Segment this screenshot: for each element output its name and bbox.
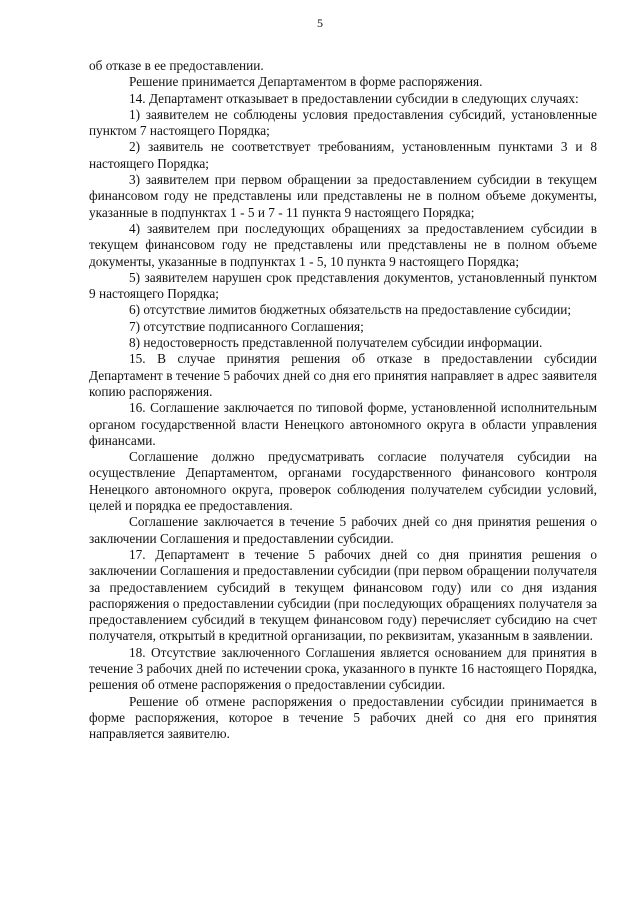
list-item-14-6: 6) отсутствие лимитов бюджетных обязательств на предоставление субсидии; bbox=[129, 302, 572, 318]
list-item-14-4: 4) заявителем при последующих обращениях за предоставлением субсидии в текущем финансовом году не представлены или представлены не в полном объеме документы, указанные в подпунктах 1 - 5, 10 пункта 9 настоящего Порядка; bbox=[89, 220, 597, 269]
list-item-14-3: 3) заявителем при первом обращении за предоставлением субсидии в текущем финансовом году не представлены или представлены не в полном объеме документы, указанные в подпунктах 1 - 5 и 7 - 11 пункта 9 настоящего Порядка; bbox=[89, 172, 597, 220]
document-body bbox=[89, 58, 597, 742]
page-number: 5 bbox=[317, 16, 323, 30]
list-item-14-5: 5) заявителем нарушен срок представления документов, установленный пунктом 9 настоящего Порядка; bbox=[89, 269, 597, 302]
paragraph-14-refusal-cases: 14. Департамент отказывает в предоставлении субсидии в следующих случаях: bbox=[129, 90, 579, 106]
paragraph-17: 17. Департамент в течение 5 рабочих дней со дня принятия решения о заключении Соглашения и предоставлении субсидии (при первом обращении получателя за предоставлением субсидий в текущем финансовом году) или со дня издания распоряжения о предоставлении субсидии (при последующих обращениях получателя за предоставлением субсидий в текущем финансовом году) перечисляет субсидию на счет получателя, открытый в кредитной организации, по реквизитам, указанным в заявлении. bbox=[89, 546, 597, 644]
paragraph-16: 16. Соглашение заключается по типовой форме, установленной исполнительным органом государственной власти Ненецкого автономного округа в области управления финансами. bbox=[89, 400, 597, 448]
list-item-14-2: 2) заявитель не соответствует требованиям, установленным пунктами 3 и 8 настоящего Порядка; bbox=[89, 139, 597, 171]
list-item-14-8: 8) недостоверность представленной получателем субсидии информации. bbox=[129, 335, 543, 351]
paragraph-16-consent: Соглашение должно предусматривать согласие получателя субсидии на осуществление Департаментом, органами государственного финансового контроля Ненецкого автономного округа, проверок соблюдения получателем субсидии условий, целей и порядка ее предоставления. bbox=[89, 449, 597, 514]
paragraph-intro-continuation: об отказе в ее предоставлении. bbox=[89, 58, 264, 73]
paragraph-16-term: Соглашение заключается в течение 5 рабочих дней со дня принятия решения о заключении Соглашения и предоставлении субсидии. bbox=[89, 514, 597, 546]
list-item-14-1: 1) заявителем не соблюдены условия предоставления субсидий, установленные пунктом 7 настоящего Порядка; bbox=[89, 106, 597, 139]
paragraph-decision-form: Решение принимается Департаментом в форме распоряжения. bbox=[129, 74, 483, 90]
paragraph-15: 15. В случае принятия решения об отказе в предоставлении субсидии Департамент в течение 5 рабочих дней со дня его принятия направляет в адрес заявителя копию распоряжения. bbox=[89, 351, 597, 399]
paragraph-18-cancellation: Решение об отмене распоряжения о предоставлении субсидии принимается в форме распоряжения, которое в течение 5 рабочих дней со дня его принятия направляется заявителю. bbox=[89, 693, 597, 742]
paragraph-18: 18. Отсутствие заключенного Соглашения является основанием для принятия в течение 3 рабочих дней по истечении срока, указанного в пункте 16 настоящего Порядка, решения об отмене распоряжения о предоставлении субсидии. bbox=[89, 644, 597, 693]
list-item-14-7: 7) отсутствие подписанного Соглашения; bbox=[129, 318, 364, 334]
